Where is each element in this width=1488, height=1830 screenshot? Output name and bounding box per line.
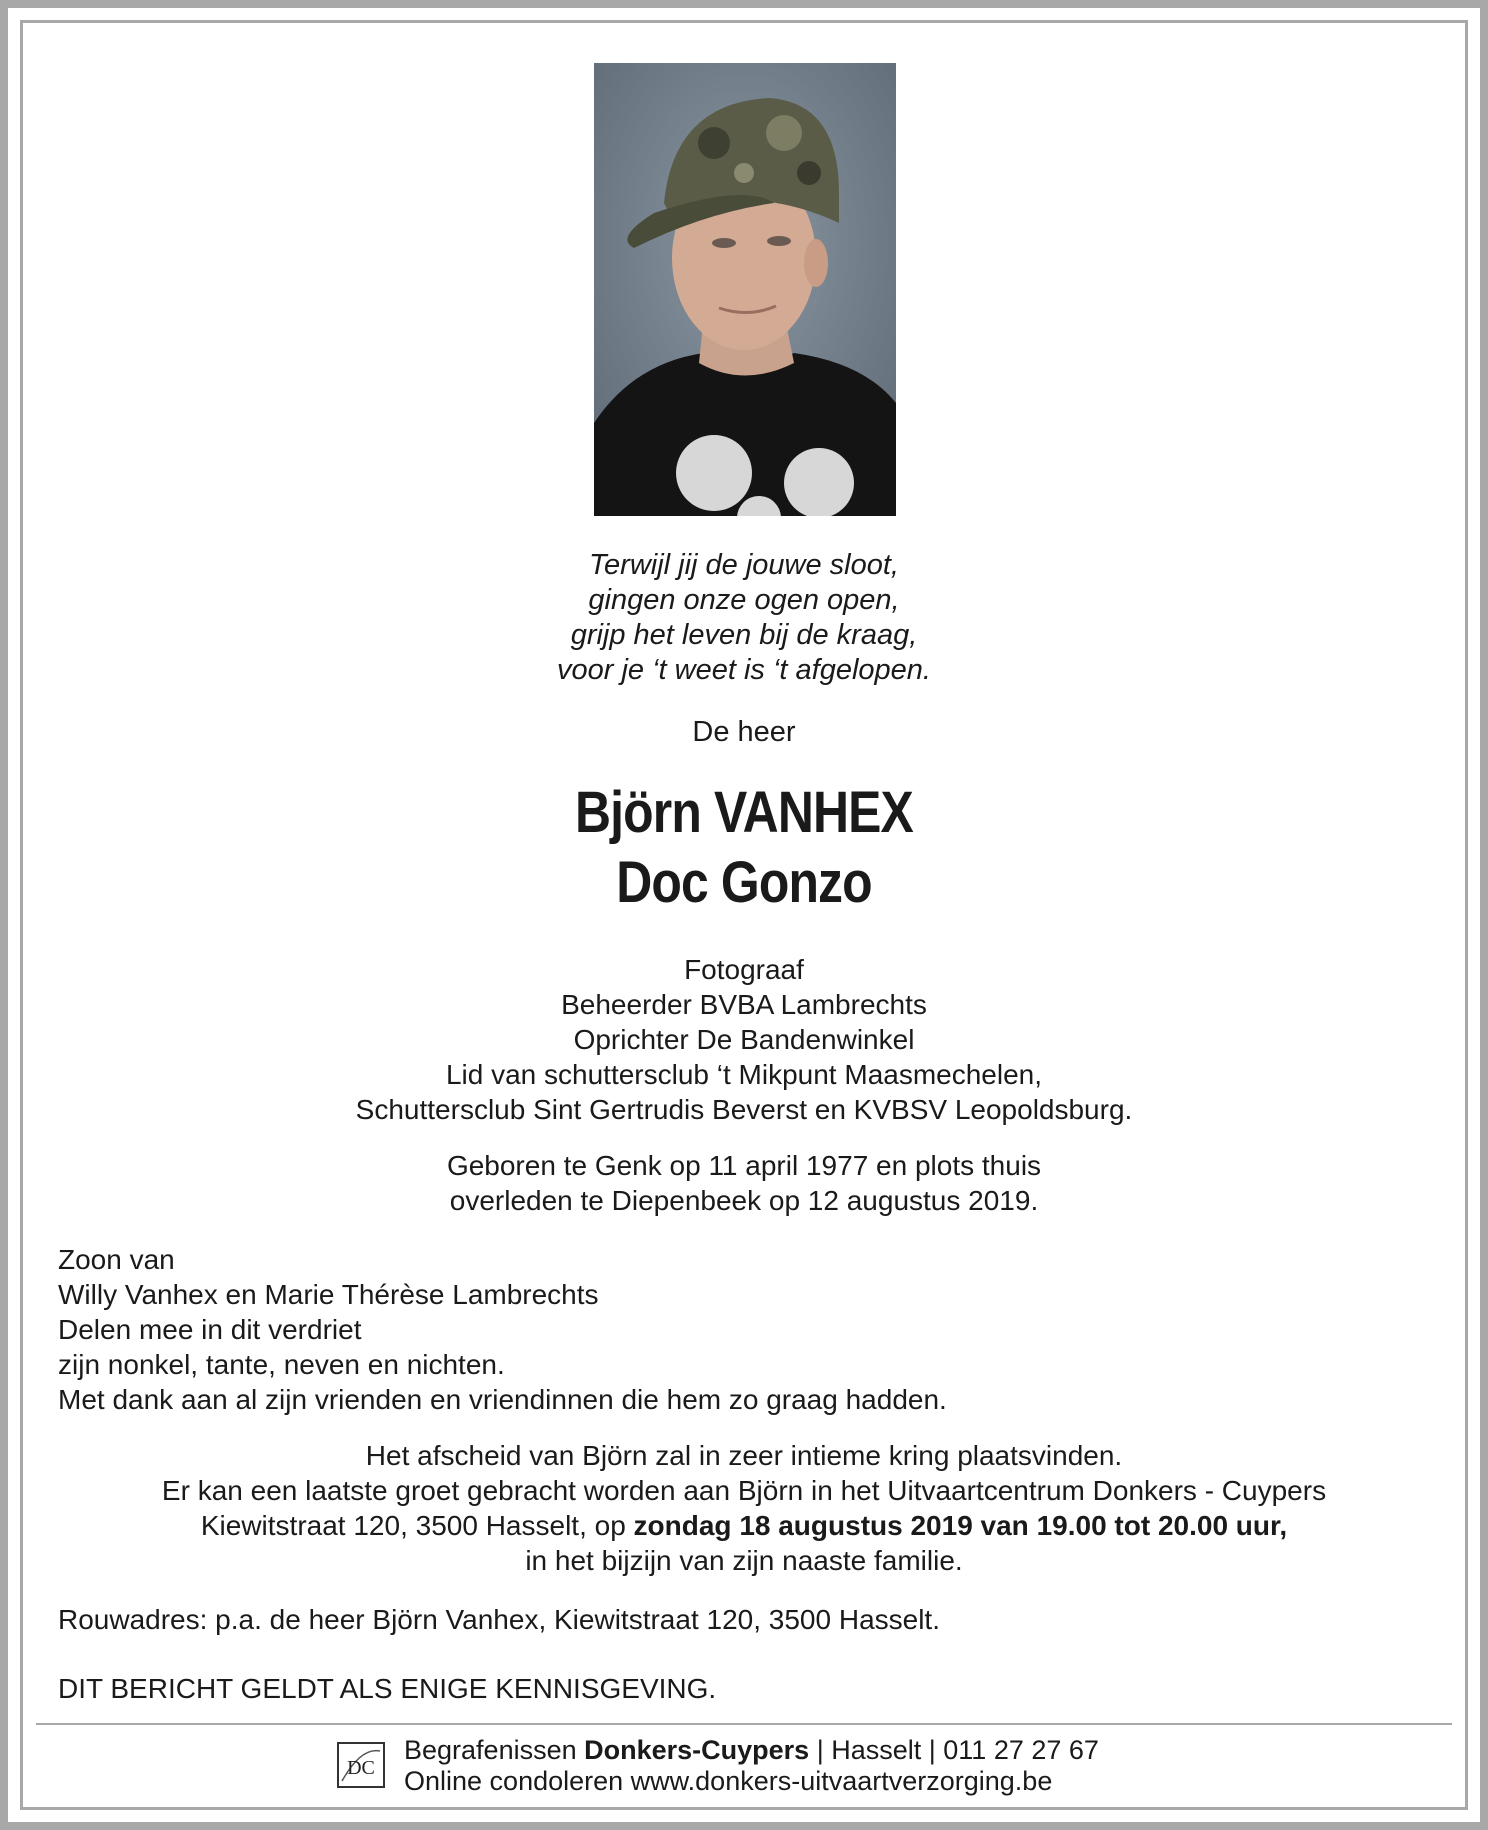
- mourning-address: Rouwadres: p.a. de heer Björn Vanhex, Kiewitstraat 120, 3500 Hasselt.: [58, 1604, 940, 1635]
- farewell-line: Het afscheid van Björn zal in zeer intieme kring plaatsvinden.: [365, 1440, 1123, 1471]
- poem-line: gingen onze ogen open,: [588, 584, 900, 616]
- notice: DIT BERICHT GELDT ALS ENIGE KENNISGEVING.: [58, 1673, 717, 1704]
- footer-company: Donkers-Cuypers: [584, 1735, 810, 1765]
- portrait-illustration: [594, 63, 896, 516]
- family-line: Met dank aan al zijn vrienden en vriendinnen die hem zo graag hadden.: [58, 1384, 947, 1415]
- poem-line: Terwijl jij de jouwe sloot,: [588, 549, 899, 581]
- death-line: overleden te Diepenbeek op 12 augustus 2019.: [449, 1185, 1039, 1216]
- family-line: Willy Vanhex en Marie Thérèse Lambrechts: [58, 1279, 599, 1310]
- honorific: De heer: [692, 716, 796, 748]
- footer-city: | Hasselt |: [809, 1735, 944, 1765]
- role-line: Schuttersclub Sint Gertrudis Beverst en KVBSV Leopoldsburg.: [355, 1094, 1133, 1125]
- portrait-photo: [594, 63, 896, 516]
- poem-line: grijp het leven bij de kraag,: [570, 619, 918, 651]
- deceased-name: Björn VANHEX: [575, 780, 913, 845]
- footer-company-line: [404, 1735, 1099, 1766]
- footer-online-line: Online condoleren www.donkers-uitvaartverzorging.be: [404, 1766, 1053, 1796]
- farewell-section: [0, 1438, 1488, 1578]
- footer-phone: 011 27 27 67: [943, 1735, 1099, 1765]
- role-line: Beheerder BVBA Lambrechts: [561, 989, 927, 1020]
- family-line: Delen mee in dit verdriet: [58, 1314, 362, 1345]
- farewell-datetime: zondag 18 augustus 2019 van 19.00 tot 20.00 uur,: [633, 1510, 1288, 1541]
- farewell-line: [0, 1508, 1488, 1543]
- family-section: [58, 1242, 947, 1417]
- role-line: Lid van schuttersclub ‘t Mikpunt Maasmechelen,: [445, 1059, 1043, 1090]
- role-line: Fotograaf: [684, 954, 804, 985]
- role-line: Oprichter De Bandenwinkel: [573, 1024, 915, 1055]
- logo-letters: DC: [347, 1757, 375, 1779]
- birth-line: Geboren te Genk op 11 april 1977 en plots thuis: [446, 1150, 1042, 1181]
- funeral-home-logo: [336, 1741, 386, 1789]
- family-line: zijn nonkel, tante, neven en nichten.: [58, 1349, 505, 1380]
- footer: [404, 1735, 1099, 1797]
- footer-lead: Begrafenissen: [404, 1735, 585, 1765]
- birth-death-info: [0, 1148, 1488, 1218]
- poem: [0, 548, 1488, 688]
- family-line: Zoon van: [58, 1244, 175, 1275]
- deceased-nickname: Doc Gonzo: [616, 850, 872, 915]
- farewell-line: in het bijzijn van zijn naaste familie.: [525, 1545, 963, 1576]
- farewell-address: Kiewitstraat 120, 3500 Hasselt, op: [200, 1510, 634, 1541]
- footer-divider: [36, 1723, 1452, 1725]
- farewell-line: Er kan een laatste groet gebracht worden aan Björn in het Uitvaartcentrum Donkers - Cuypers: [161, 1475, 1327, 1506]
- deceased-name-block: [104, 778, 1384, 918]
- poem-line: voor je ‘t weet is ‘t afgelopen.: [557, 654, 931, 686]
- roles: [0, 952, 1488, 1127]
